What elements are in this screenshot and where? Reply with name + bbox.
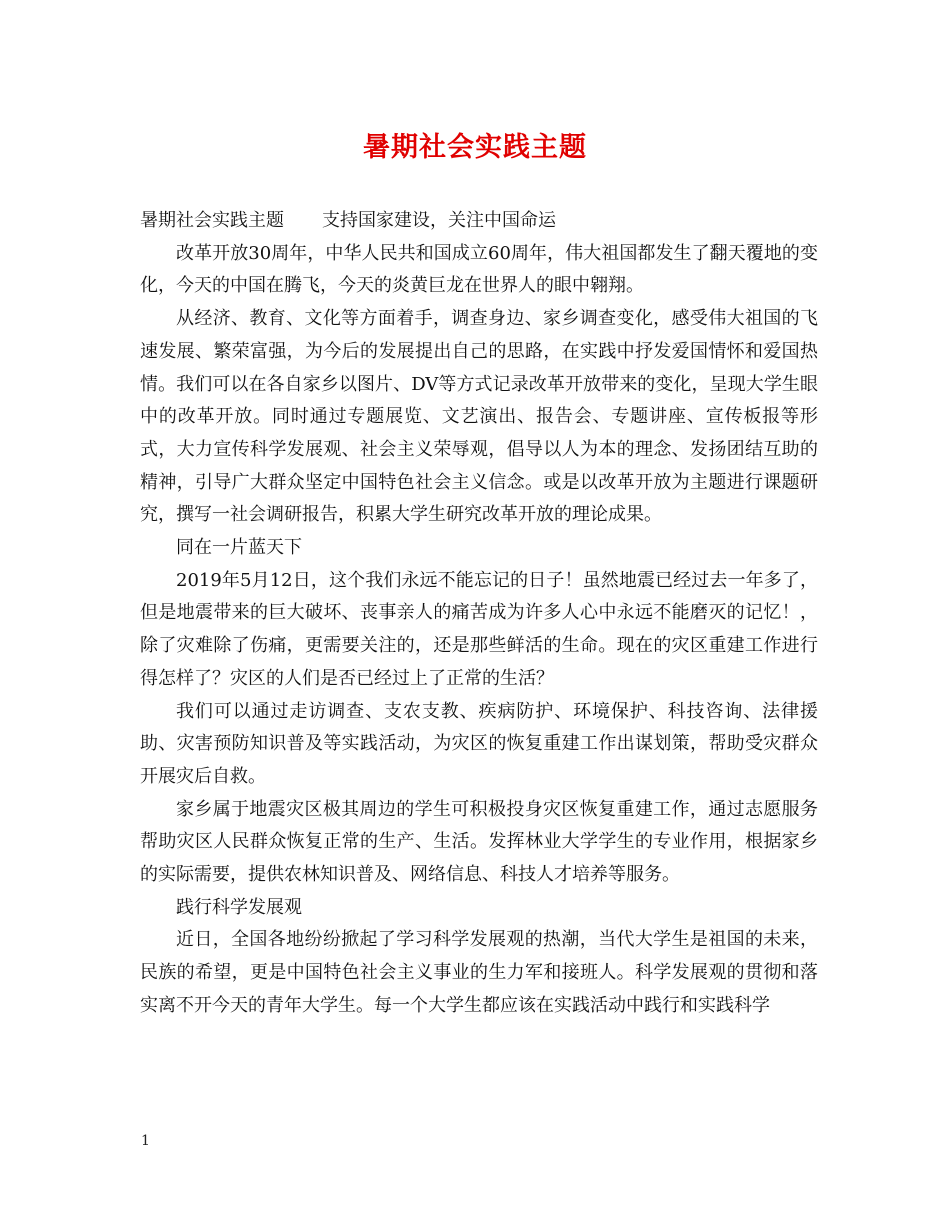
document-body bbox=[140, 205, 818, 1023]
paragraph-2: 从经济、教育、文化等方面着手，调查身边、家乡调查变化，感受伟大祖国的飞速发展、繁荣富强，为今后的发展提出自己的思路，在实践中抒发爱国情怀和爱国热情。我们可以在各自家乡以图片、DV等方式记录改革开放带来的变化，呈现大学生眼中的改革开放。同时通过专题展览、文艺演出、报告会、专题讲座、宣传板报等形式，大力宣传科学发展观、社会主义荣辱观，倡导以人为本的理念、发扬团结互助的精神，引导广大群众坚定中国特色社会主义信念。或是以改革开放为主题进行课题研究，撰写一社会调研报告，积累大学生研究改革开放的理论成果。 bbox=[140, 308, 818, 526]
paragraph-4: 我们可以通过走访调查、支农支教、疾病防护、环境保护、科技咨询、法律援助、灾害预防知识普及等实践活动，为灾区的恢复重建工作出谋划策，帮助受灾群众开展灾后自救。 bbox=[140, 700, 818, 787]
document-title: 暑期社会实践主题 bbox=[363, 132, 587, 163]
subtitle-slogan: 支持国家建设，关注中国命运 bbox=[322, 210, 556, 231]
paragraph-6: 近日，全国各地纷纷掀起了学习科学发展观的热潮，当代大学生是祖国的未来，民族的希望，更是中国特色社会主义事业的生力军和接班人。科学发展观的贯彻和落实离不开今天的青年大学生。每一个大学生都应该在实践活动中践行和实践科学 bbox=[140, 929, 818, 1016]
subtitle-topic: 暑期社会实践主题 bbox=[140, 210, 284, 231]
paragraph-1: 改革开放30周年，中华人民共和国成立60周年，伟大祖国都发生了翻天覆地的变化，今天的中国在腾飞，今天的炎黄巨龙在世界人的眼中翱翔。 bbox=[140, 242, 818, 297]
paragraph-3: 2019年5月12日，这个我们永远不能忘记的日子！虽然地震已经过去一年多了，但是地震带来的巨大破坏、丧事亲人的痛苦成为许多人心中永远不能磨灭的记忆！，除了灾难除了伤痛，更需要关注的，还是那些鲜活的生命。现在的灾区重建工作进行得怎样了？灾区的人们是否已经过上了正常的生活？ bbox=[140, 569, 818, 689]
page-number: 1 bbox=[141, 1133, 150, 1149]
section-heading-blue-sky: 同在一片蓝天下 bbox=[176, 537, 302, 559]
section-heading-science: 践行科学发展观 bbox=[176, 896, 302, 918]
paragraph-5: 家乡属于地震灾区极其周边的学生可积极投身灾区恢复重建工作，通过志愿服务帮助灾区人民群众恢复正常的生产、生活。发挥林业大学学生的专业作用，根据家乡的实际需要，提供农林知识普及、网络信息、科技人才培养等服务。 bbox=[140, 798, 818, 886]
subtitle-line bbox=[140, 205, 818, 238]
